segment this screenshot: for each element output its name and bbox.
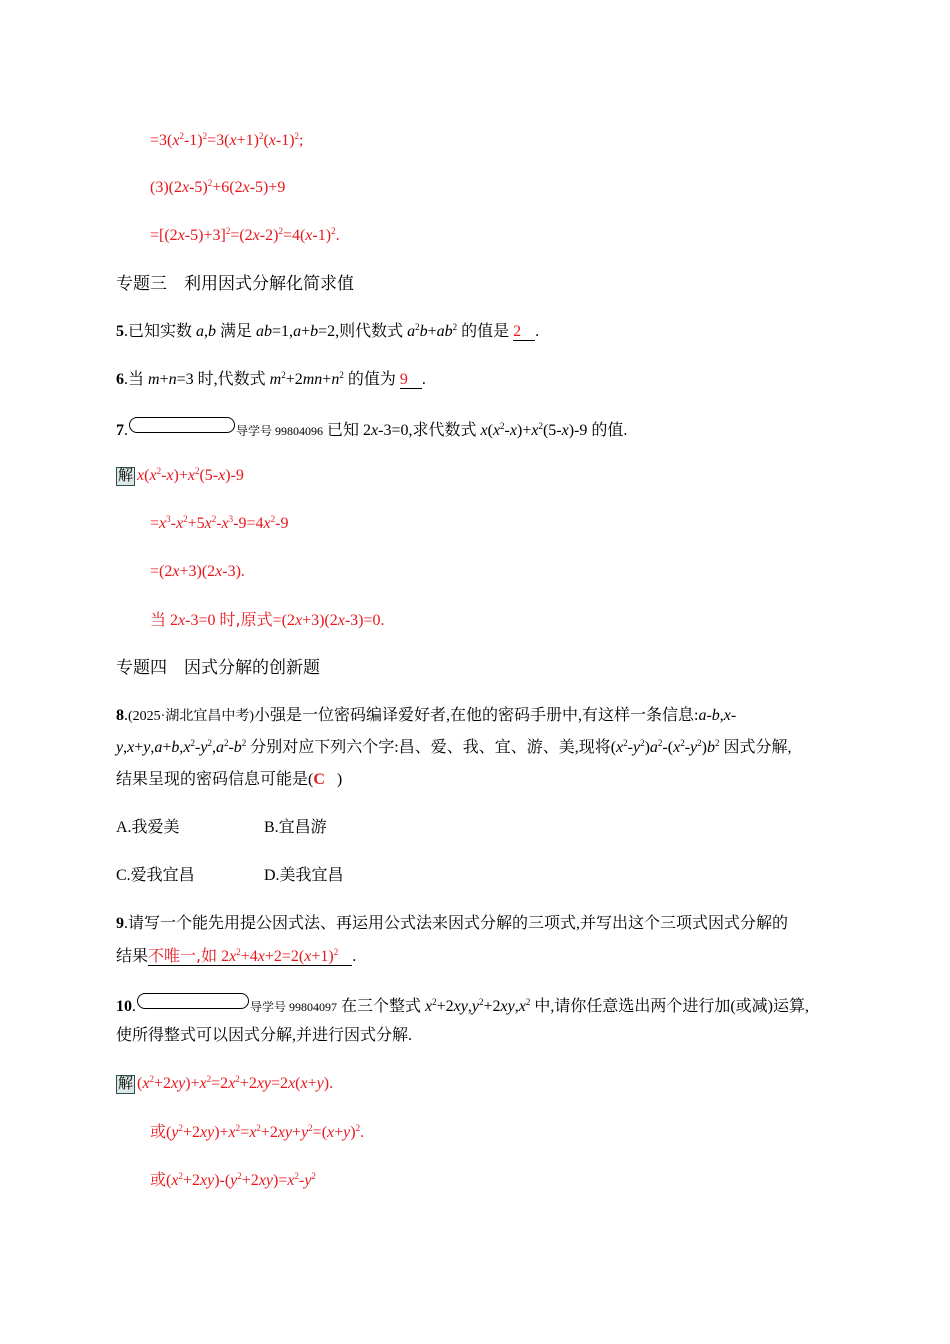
question-7: 7. 导学号 99804096 已知 2x-3=0,求代数式 $x(x^2-x)+x^2(5-x)-9$ 的值. [116,417,627,442]
question-9-line2: 结果不唯一,如 $2x^2+4x+2=2(x+1)^2$ . [116,946,357,965]
solution-line: 当 2x-3=0 时,原式=(2x+3)(2x-3)=0. [150,610,385,629]
difficulty-pill [129,417,235,433]
solution-line: $=3(x^2-1)^2=3(x+1)^2(x-1)^2$; [150,131,304,149]
solution-line: 解 $x(x^2-x)+x^2(5-x)-9$ [118,466,244,484]
solution-line: $(3)(2x-5)^2+6(2x-5)+9$ [150,178,286,196]
solution-line: 或$(x^2+2xy)-(y^2+2xy)=x^2-y^2$ [150,1170,316,1189]
question-10: 10. 导学号 99804097 在三个整式 $x^2+2xy,y^2+2xy,x^2$ 中,请你任意选出两个进行加(或减)运算, [116,993,809,1018]
solution-line: 解 $(x^2+2xy)+x^2=2x^2+2xy=2x(x+y)$. [118,1074,334,1092]
solution-label: 解 [118,468,134,484]
option-b: B.宜昌游 [264,819,327,836]
option-a: A.我爱美 [116,819,180,836]
question-8-line3: 结果呈现的密码信息可能是(C ) [116,771,343,788]
solution-label: 解 [118,1076,134,1092]
question-6: 6.当 m+n=3 时,代数式 $m^2+2mn+n^2$ 的值为 9 . [116,370,426,388]
question-5: 5.已知实数 a,b 满足 ab=1,a+b=2,则代数式 $a^2b+ab^2$ 的值是 2 . [116,322,540,340]
solution-line: $=[(2x-5)+3]^2=(2x-2)^2=4(x-1)^2$. [150,226,340,244]
question-9: 9.请写一个能先用提公因式法、再运用公式法来因式分解的三项式,并写出这个三项式因式分解的 [116,915,789,932]
question-8: 8.(2025·湖北宜昌中考)小强是一位密码编译爱好者,在他的密码手册中,有这样一条信息:a-b,x- [116,707,737,724]
solution-line: 或$(y^2+2xy)+x^2=x^2+2xy+y^2=(x+y)^2$. [150,1122,365,1141]
difficulty-pill [137,993,249,1009]
solution-line: =(2x+3)(2x-3). [150,563,245,580]
option-d: D.美我宜昌 [264,867,344,884]
section-heading: 专题四 因式分解的创新题 [116,658,320,678]
option-c: C.爱我宜昌 [116,867,195,884]
question-8-line2: $y,x+y,a+b,x^2-y^2,a^2-b^2$ 分别对应下列六个字:昌、爱、我、宜、游、美,现将$(x^2-y^2)a^2-(x^2-y^2)b^2$ 因式分解, [116,738,792,756]
question-10-line2: 使所得整式可以因式分解,并进行因式分解. [116,1027,413,1044]
section-heading: 专题三 利用因式分解化简求值 [116,274,354,294]
solution-line: $=x^3-x^2+5x^2-x^3-9=4x^2-9$ [150,514,289,532]
